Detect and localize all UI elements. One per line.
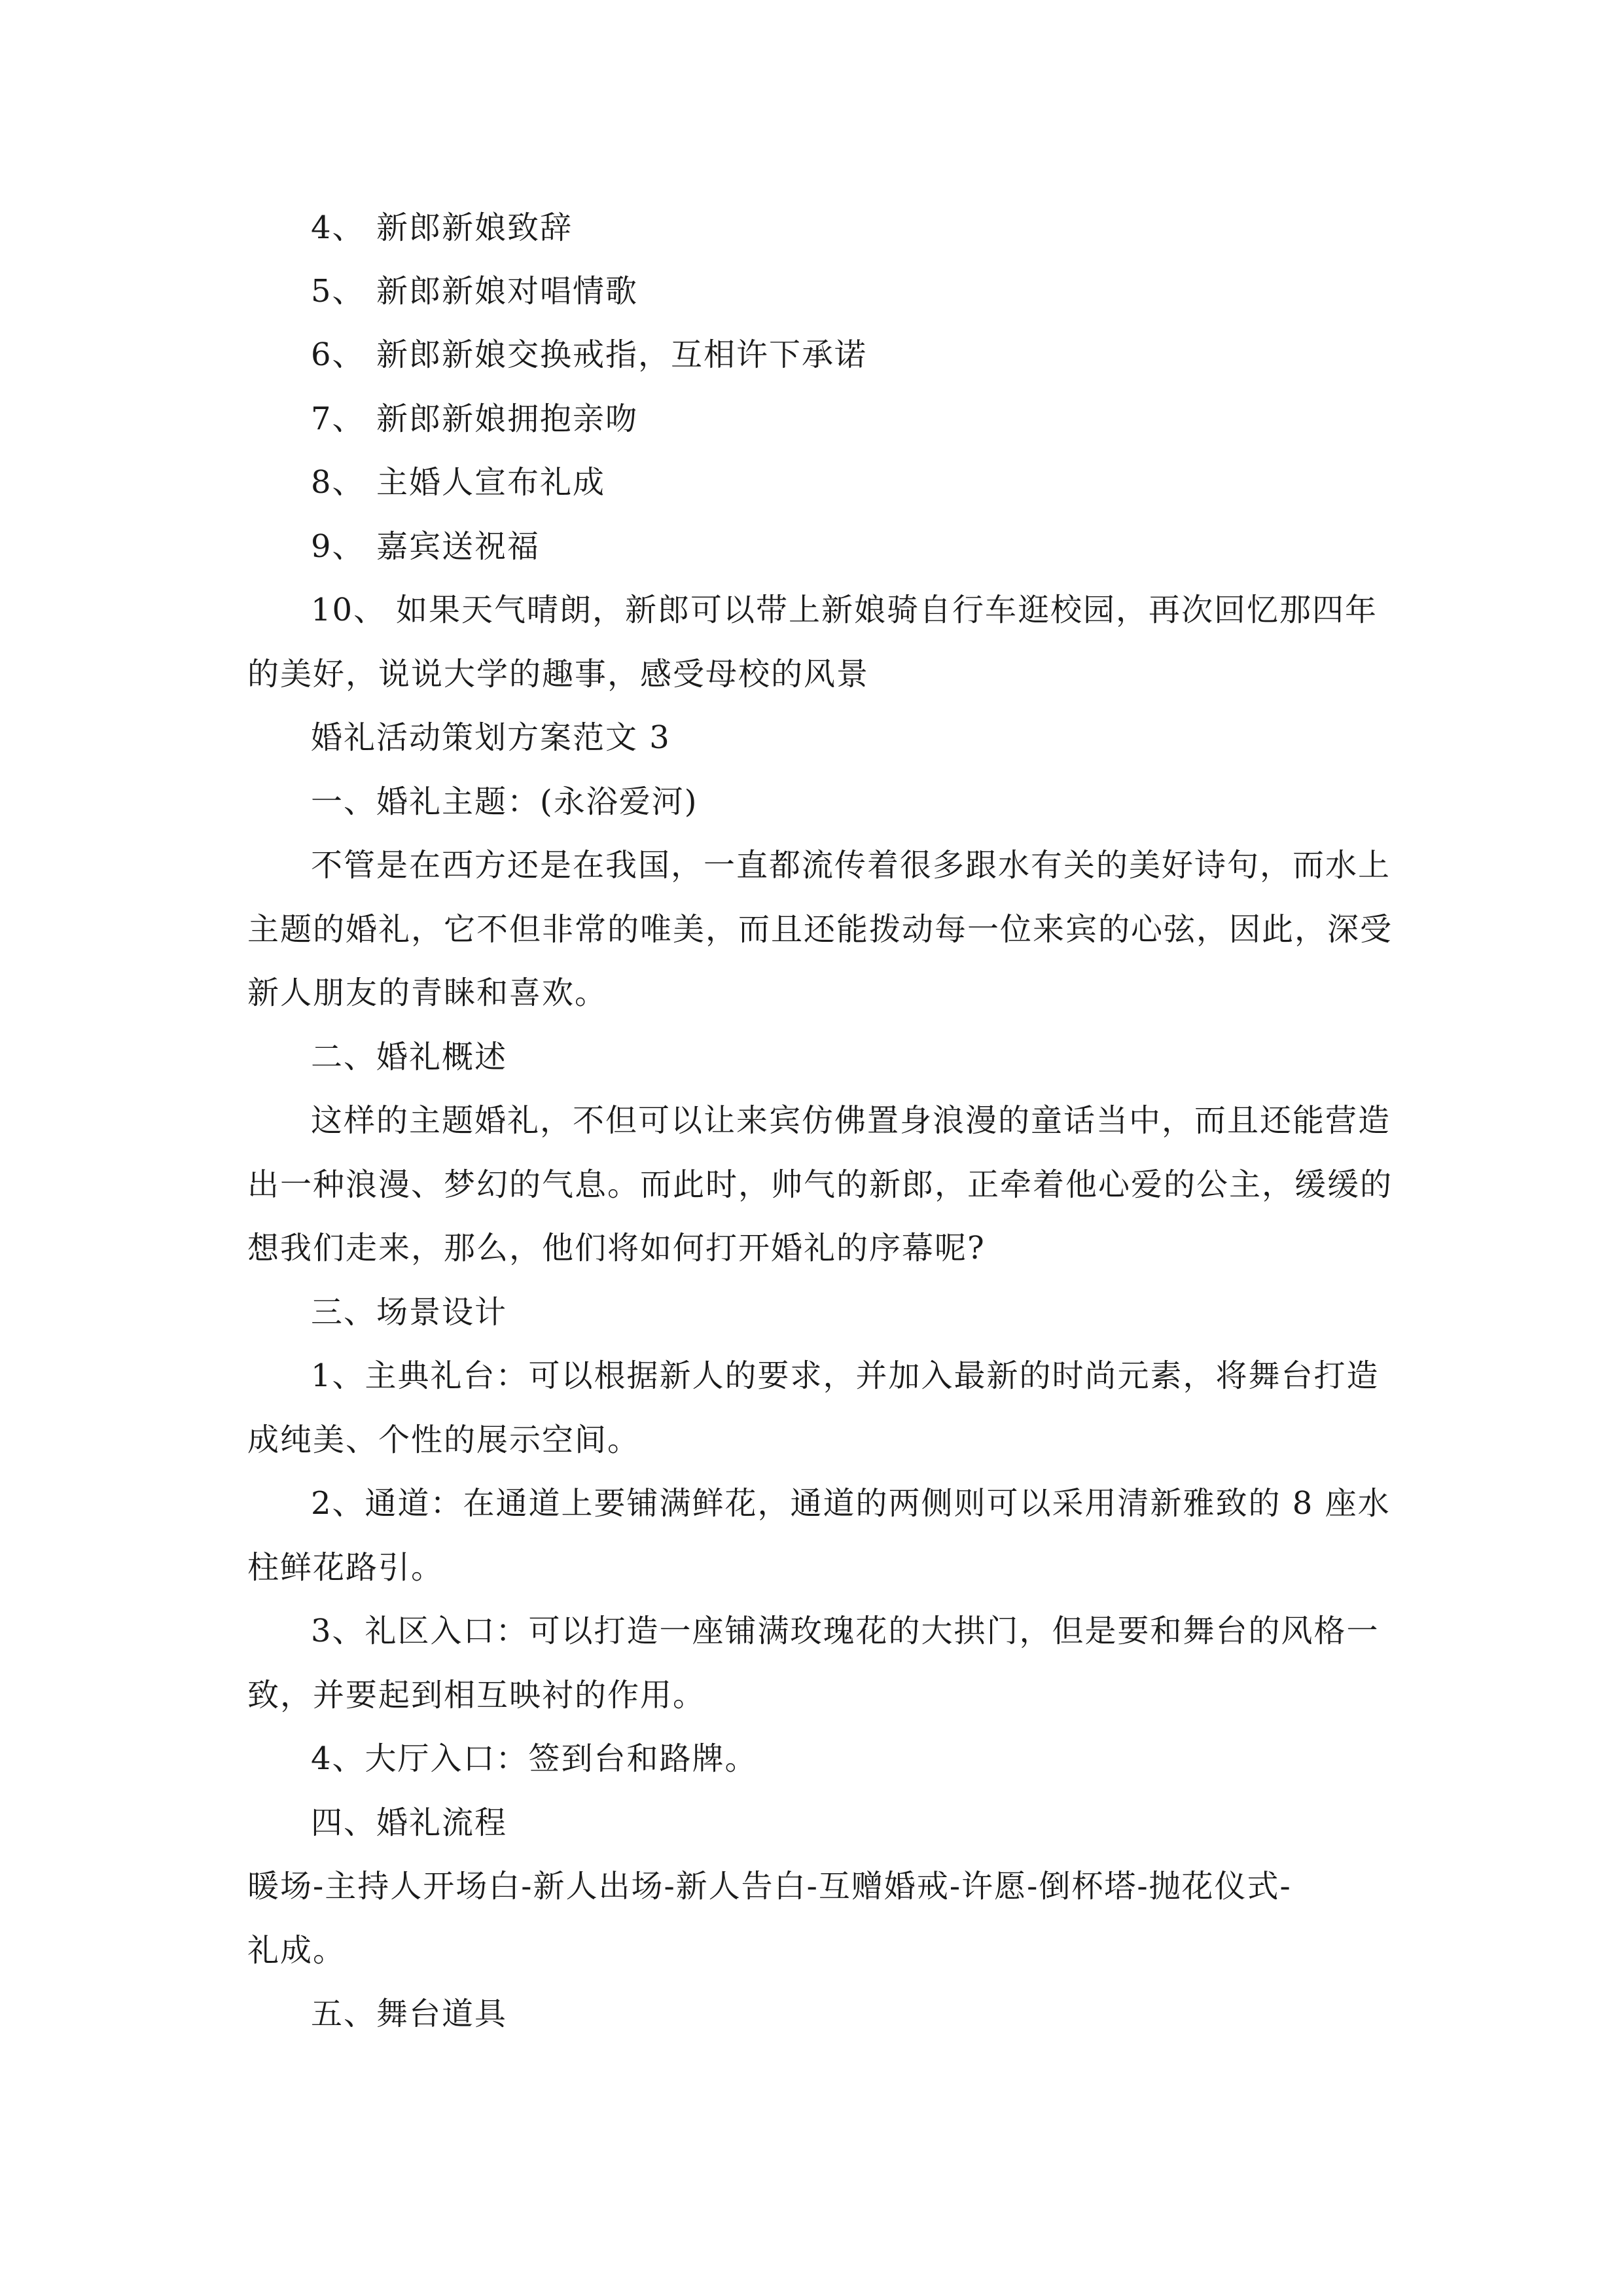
- list-item: [311, 272, 638, 311]
- list-item-10-line1: [311, 590, 1378, 630]
- list-text: 新郎新娘致辞: [376, 209, 573, 246]
- paragraph-line: 2、通道：在通道上要铺满鲜花，通道的两侧则可以采用清新雅致的 8 座水: [311, 1485, 1391, 1522]
- list-number: 6、: [311, 336, 365, 373]
- heading-props: 五、舞台道具: [311, 1996, 508, 2032]
- list-item: [311, 463, 605, 502]
- heading-flow: 四、婚礼流程: [311, 1804, 508, 1841]
- heading-scene: 三、场景设计: [311, 1294, 508, 1331]
- paragraph-line: 礼成。: [247, 1932, 346, 1969]
- list-text: 新郎新娘交换戒指，互相许下承诺: [376, 336, 868, 373]
- paragraph-line: 致，并要起到相互映衬的作用。: [247, 1677, 706, 1713]
- list-text: 新郎新娘对唱情歌: [376, 273, 639, 310]
- paragraph-line: 4、大厅入口：签到台和路牌。: [311, 1740, 758, 1777]
- paragraph-line: 主题的婚礼，它不但非常的唯美，而且还能拨动每一位来宾的心弦，因此，深受: [247, 911, 1393, 948]
- list-number: 5、: [311, 273, 365, 310]
- list-item: [311, 208, 573, 247]
- paragraph-line: 暖场-主持人开场白-新人出场-新人告白-互赠婚戒-许愿-倒杯塔-抛花仪式-: [247, 1868, 1292, 1905]
- list-number: 9、: [311, 528, 365, 565]
- list-number: 10、: [311, 592, 387, 628]
- list-item: [311, 335, 867, 374]
- paragraph-line: 想我们走来，那么，他们将如何打开婚礼的序幕呢?: [247, 1230, 986, 1266]
- paragraph-line: 不管是在西方还是在我国，一直都流传着很多跟水有关的美好诗句，而水上: [311, 847, 1391, 884]
- heading-overview: 二、婚礼概述: [311, 1039, 508, 1075]
- paragraph-line: 3、礼区入口：可以打造一座铺满玫瑰花的大拱门，但是要和舞台的风格一: [311, 1613, 1380, 1649]
- list-item-10-line2: 的美好，说说大学的趣事，感受母校的风景: [247, 656, 870, 692]
- list-item: [311, 399, 638, 439]
- paragraph-line: 新人朋友的青睐和喜欢。: [247, 975, 608, 1011]
- list-number: 4、: [311, 209, 365, 246]
- list-number: 8、: [311, 464, 365, 501]
- paragraph-line: 出一种浪漫、梦幻的气息。而此时，帅气的新郎，正牵着他心爱的公主，缓缓的: [247, 1166, 1393, 1203]
- list-text: 新郎新娘拥抱亲吻: [376, 401, 639, 437]
- section-title: 婚礼活动策划方案范文 3: [311, 719, 671, 756]
- list-item: [311, 527, 540, 566]
- paragraph-line: 柱鲜花路引。: [247, 1549, 444, 1586]
- paragraph-line: 成纯美、个性的展示空间。: [247, 1422, 641, 1458]
- list-text: 主婚人宣布礼成: [376, 464, 606, 501]
- list-number: 7、: [311, 401, 365, 437]
- list-text: 嘉宾送祝福: [376, 528, 541, 565]
- list-text: 如果天气晴朗，新郎可以带上新娘骑自行车逛校园，再次回忆那四年: [396, 592, 1378, 628]
- paragraph-line: 1、主典礼台：可以根据新人的要求，并加入最新的时尚元素，将舞台打造: [311, 1357, 1380, 1394]
- heading-theme: 一、婚礼主题：(永浴爱河): [311, 783, 698, 820]
- paragraph-line: 这样的主题婚礼，不但可以让来宾仿佛置身浪漫的童话当中，而且还能营造: [311, 1102, 1391, 1139]
